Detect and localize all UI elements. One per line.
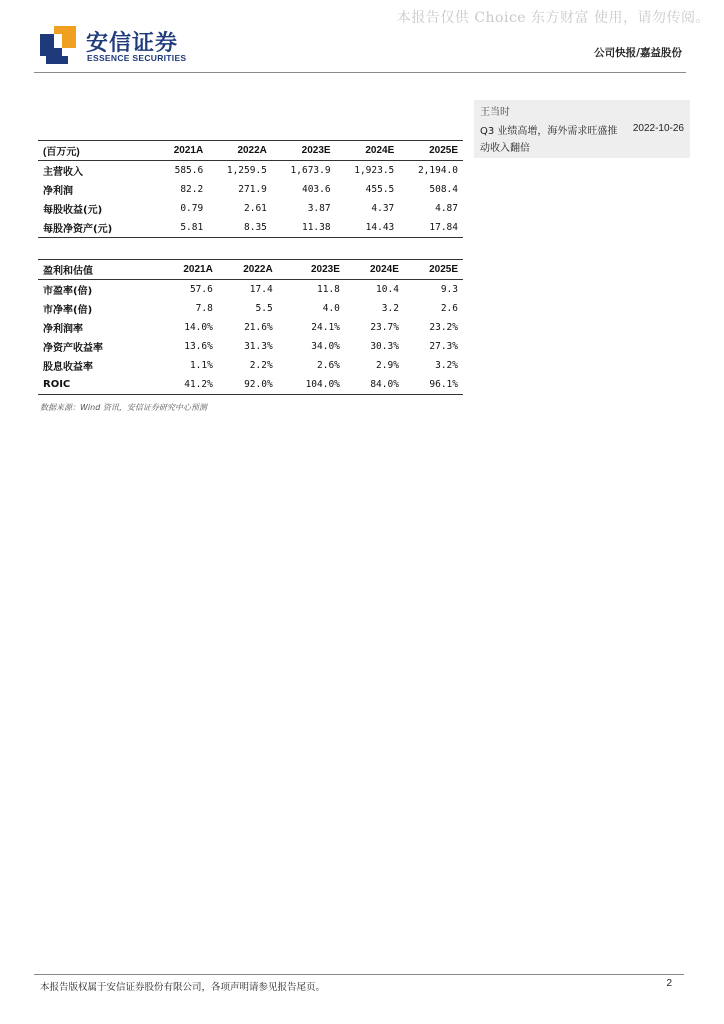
row-label: 主营收入 [43,167,83,178]
table-cell: 10.4 [376,284,399,295]
related-report-link[interactable]: Q3 业绩高增，海外需求旺盛推动收入翻倍 [480,126,618,154]
table-header-cell: 2022A [237,145,267,156]
table-row [38,337,463,356]
table-header-cell: 2023E [310,264,340,275]
analyst-name: 王当时 [480,107,510,118]
table-row [38,299,463,318]
table-cell: 455.5 [365,184,395,195]
table-cell: 57.6 [189,284,213,295]
table-row [38,356,463,375]
table-cell: 82.2 [180,184,204,195]
table-cell: 14.43 [365,222,395,233]
logo-name-cn: 安信证券 [86,31,179,56]
table-cell: 14.0% [184,322,213,333]
page-number: 2 [666,978,672,989]
table-cell: 96.1% [429,379,458,390]
table-cell: 2.9% [376,360,399,371]
row-label: 市净率(倍) [43,305,93,316]
table-cell: 1,673.9 [290,165,331,176]
valuation-table [38,259,463,395]
table-cell: 17.4 [249,284,273,295]
table-header-cell: 2022A [243,264,273,275]
related-report-date: 2022-10-26 [632,123,684,134]
table-cell: 2.6% [317,360,340,371]
table-cell: 84.0% [370,379,399,390]
table-cell: 585.6 [174,165,204,176]
row-label: 净资产收益率 [43,343,103,354]
table-cell: 508.4 [429,184,458,195]
table-header-cell: 2021A [183,264,213,275]
table-cell: 11.38 [301,222,331,233]
related-report-box [474,100,690,158]
table-cell: 24.1% [311,322,340,333]
table-cell: 1,259.5 [226,165,267,176]
table-cell: 13.6% [184,341,213,352]
row-label: 每股收益(元) [43,205,103,216]
table-header-cell: 盈利和估值 [43,266,93,277]
logo-mark-icon [40,26,76,64]
table-cell: 27.3% [429,341,458,352]
table-header-cell: 2024E [370,264,399,275]
table-cell: 7.8 [195,303,213,314]
table-cell: 23.7% [370,322,399,333]
table-cell: 403.6 [301,184,331,195]
row-label: 每股净资产(元) [43,224,113,235]
table-header-cell: 2023E [301,145,331,156]
table-cell: 0.79 [180,203,204,214]
table-cell: 4.37 [371,203,395,214]
table-cell: 11.8 [317,284,340,295]
data-source-note: 数据来源：Wind 资讯，安信证券研究中心预测 [40,403,207,412]
table-cell: 5.5 [255,303,273,314]
footer-divider [34,974,684,975]
table-cell: 2.2% [249,360,273,371]
table-cell: 2,194.0 [417,165,458,176]
table-row [38,280,463,300]
table-cell: 23.2% [429,322,458,333]
table-cell: 8.35 [244,222,267,233]
watermark-text: 本报告仅供 Choice 东方财富 使用，请勿传阅。 [396,10,710,26]
row-label: ROIC [43,379,71,390]
table-cell: 92.0% [244,379,273,390]
row-label: 净利润 [43,186,73,197]
table-header-row [38,260,463,280]
financial-summary-table [38,140,463,238]
table-header-cell: 2021A [173,145,204,156]
table-row [38,199,463,218]
table-cell: 1,923.5 [354,165,395,176]
table-header-row [38,141,463,161]
table-header-cell: 2025E [429,145,458,156]
table-cell: 2.6 [440,303,458,314]
table-cell: 104.0% [305,379,340,390]
table-cell: 3.2 [381,303,399,314]
table-cell: 34.0% [311,341,340,352]
report-type-label: 公司快报/嘉益股份 [594,47,682,59]
table-cell: 4.0 [322,303,340,314]
table-cell: 5.81 [180,222,204,233]
table-header-cell: (百万元) [43,147,80,158]
table-cell: 3.87 [307,203,331,214]
table-cell: 2.61 [244,203,267,214]
logo-name-en: ESSENCE SECURITIES [87,53,187,63]
footer-disclaimer: 本报告版权属于安信证券股份有限公司，各项声明请参见报告尾页。 [40,982,326,993]
header-divider [34,72,686,73]
table-cell: 30.3% [370,341,399,352]
table-header-cell: 2024E [365,145,395,156]
table-cell: 31.3% [244,341,273,352]
table-cell: 271.9 [238,184,267,195]
table-row [38,375,463,395]
table-row [38,161,463,181]
row-label: 市盈率(倍) [43,286,93,297]
table-cell: 4.87 [435,203,458,214]
table-cell: 9.3 [440,284,458,295]
table-cell: 3.2% [435,360,458,371]
table-cell: 21.6% [244,322,273,333]
table-header-cell: 2025E [429,264,458,275]
table-cell: 1.1% [189,360,213,371]
row-label: 股息收益率 [43,362,93,373]
row-label: 净利润率 [43,324,83,335]
table-row [38,318,463,337]
table-row [38,180,463,199]
table-row [38,218,463,238]
table-cell: 17.84 [429,222,458,233]
table-cell: 41.2% [184,379,213,390]
